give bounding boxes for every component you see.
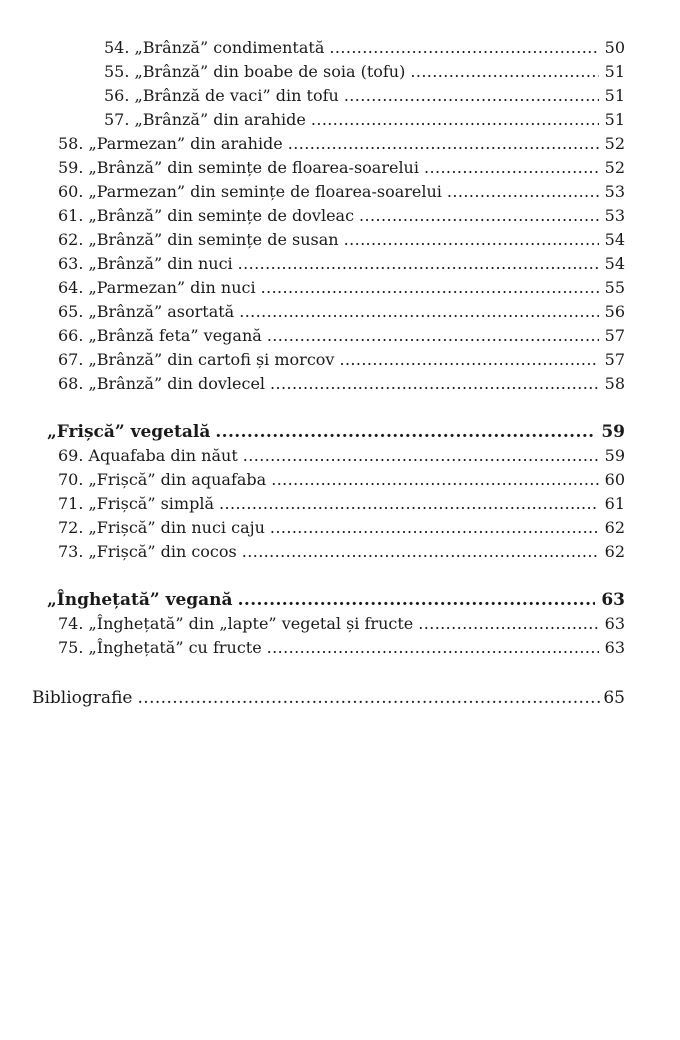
page-number: 57 xyxy=(604,350,625,369)
dot-leader xyxy=(261,276,599,300)
entry-number: 59. xyxy=(58,158,84,177)
dot-leader xyxy=(219,492,599,516)
entry-title: „Înghețată” din „lapte” vegetal și fructe xyxy=(88,614,414,633)
page-number: 59 xyxy=(601,422,625,442)
toc-entry xyxy=(58,156,625,180)
entry-number: 55. xyxy=(104,62,130,81)
entry-number: 71. xyxy=(58,494,84,513)
toc-entry xyxy=(58,444,625,468)
dot-leader xyxy=(271,468,598,492)
dot-leader xyxy=(215,420,595,444)
entry-title: „Brânză” condimentată xyxy=(134,38,325,57)
dot-leader xyxy=(137,686,602,710)
dot-leader xyxy=(242,540,599,564)
toc-entry xyxy=(104,60,625,84)
dot-leader xyxy=(270,516,599,540)
entry-title: „Înghețată” cu fructe xyxy=(88,638,262,657)
dot-leader xyxy=(447,180,599,204)
toc-entry xyxy=(58,324,625,348)
dot-leader xyxy=(238,252,599,276)
dot-leader xyxy=(339,348,598,372)
toc-entry xyxy=(58,612,625,636)
page-number: 62 xyxy=(604,542,625,561)
page-number: 54 xyxy=(604,254,625,273)
page-number: 59 xyxy=(604,446,625,465)
toc-item-block xyxy=(32,36,625,396)
toc-entry xyxy=(58,204,625,228)
dot-leader xyxy=(311,108,599,132)
entry-title: „Brânză” din boabe de soia (tofu) xyxy=(134,62,406,81)
toc-entry xyxy=(58,180,625,204)
entry-number: 65. xyxy=(58,302,84,321)
entry-number: 75. xyxy=(58,638,84,657)
entry-number: 70. xyxy=(58,470,84,489)
dot-leader xyxy=(344,228,599,252)
entry-title: „Brânză” din dovlecel xyxy=(88,374,266,393)
page-number: 54 xyxy=(604,230,625,249)
page-number: 56 xyxy=(604,302,625,321)
entry-title: „Brânză” din nuci xyxy=(88,254,233,273)
entry-number: 73. xyxy=(58,542,84,561)
toc-entry xyxy=(104,108,625,132)
dot-leader xyxy=(424,156,599,180)
page-number: 63 xyxy=(604,614,625,633)
entry-number: 61. xyxy=(58,206,84,225)
page-number: 52 xyxy=(604,158,625,177)
entry-title: „Brânză” din semințe de susan xyxy=(88,230,339,249)
entry-title: „Parmezan” din nuci xyxy=(88,278,256,297)
toc-entry xyxy=(104,36,625,60)
dot-leader xyxy=(359,204,599,228)
page-number: 63 xyxy=(601,590,625,610)
toc-section-header xyxy=(47,588,625,612)
toc-entry xyxy=(58,468,625,492)
page-number: 53 xyxy=(604,206,625,225)
entry-title: „Brânză” asortată xyxy=(88,302,235,321)
entry-number: 58. xyxy=(58,134,84,153)
toc-entry xyxy=(58,276,625,300)
dot-leader xyxy=(410,60,598,84)
entry-number: 67. xyxy=(58,350,84,369)
entry-title: „Frișcă” simplă xyxy=(88,494,214,513)
dot-leader xyxy=(288,132,599,156)
toc-bibliography-block xyxy=(32,686,625,710)
toc-entry xyxy=(58,516,625,540)
toc-entry xyxy=(58,300,625,324)
page-number: 52 xyxy=(604,134,625,153)
entry-number: 68. xyxy=(58,374,84,393)
entry-title: „Frișcă” din cocos xyxy=(88,542,237,561)
page-number: 58 xyxy=(604,374,625,393)
dot-leader xyxy=(243,444,599,468)
entry-title: „Înghețată” vegană xyxy=(47,590,233,610)
entry-number: 64. xyxy=(58,278,84,297)
entry-number: 74. xyxy=(58,614,84,633)
page-number: 65 xyxy=(603,688,625,708)
page-number: 62 xyxy=(604,518,625,537)
toc-section xyxy=(32,588,625,660)
toc-entry xyxy=(58,348,625,372)
page-number: 57 xyxy=(604,326,625,345)
page-number: 53 xyxy=(604,182,625,201)
toc-entry xyxy=(58,372,625,396)
page-number: 51 xyxy=(604,110,625,129)
toc-entry xyxy=(58,636,625,660)
entry-number: 56. xyxy=(104,86,130,105)
entry-number: 72. xyxy=(58,518,84,537)
entry-title: „Brânză” din arahide xyxy=(134,110,306,129)
dot-leader xyxy=(270,372,599,396)
entry-number: 57. xyxy=(104,110,130,129)
entry-title: „Parmezan” din arahide xyxy=(88,134,283,153)
dot-leader xyxy=(344,84,599,108)
entry-title: Aquafaba din năut xyxy=(88,446,238,465)
toc-entry xyxy=(58,252,625,276)
dot-leader xyxy=(267,636,599,660)
table-of-contents xyxy=(32,36,625,710)
entry-number: 63. xyxy=(58,254,84,273)
entry-title: „Brânză de vaci” din tofu xyxy=(134,86,339,105)
page-number: 63 xyxy=(604,638,625,657)
toc-section-header xyxy=(47,420,625,444)
entry-number: 54. xyxy=(104,38,130,57)
entry-title: „Frișcă” din aquafaba xyxy=(88,470,267,489)
dot-leader xyxy=(239,300,598,324)
dot-leader xyxy=(418,612,598,636)
page-number: 55 xyxy=(604,278,625,297)
dot-leader xyxy=(329,36,598,60)
toc-entry xyxy=(58,228,625,252)
entry-title: „Brânză” din semințe de floarea-soarelui xyxy=(88,158,419,177)
page-number: 50 xyxy=(604,38,625,57)
page-number: 60 xyxy=(604,470,625,489)
entry-number: 60. xyxy=(58,182,84,201)
entry-title: „Brânză” din semințe de dovleac xyxy=(88,206,355,225)
entry-title: „Frișcă” din nuci caju xyxy=(88,518,265,537)
toc-bibliography-entry xyxy=(32,686,625,710)
entry-title: „Brânză” din cartofi și morcov xyxy=(88,350,335,369)
dot-leader xyxy=(238,588,596,612)
page-number: 51 xyxy=(604,62,625,81)
entry-title: „Brânză feta” vegană xyxy=(88,326,262,345)
entry-title: Bibliografie xyxy=(32,688,133,708)
page-number: 61 xyxy=(604,494,625,513)
toc-entry xyxy=(58,540,625,564)
entry-title: „Frișcă” vegetală xyxy=(47,422,211,442)
toc-entry xyxy=(104,84,625,108)
entry-number: 62. xyxy=(58,230,84,249)
entry-title: „Parmezan” din semințe de floarea-soarelui xyxy=(88,182,442,201)
dot-leader xyxy=(267,324,599,348)
page-number: 51 xyxy=(604,86,625,105)
toc-entry xyxy=(58,492,625,516)
toc-entry xyxy=(58,132,625,156)
toc-section xyxy=(32,420,625,564)
entry-number: 69. xyxy=(58,446,84,465)
entry-number: 66. xyxy=(58,326,84,345)
